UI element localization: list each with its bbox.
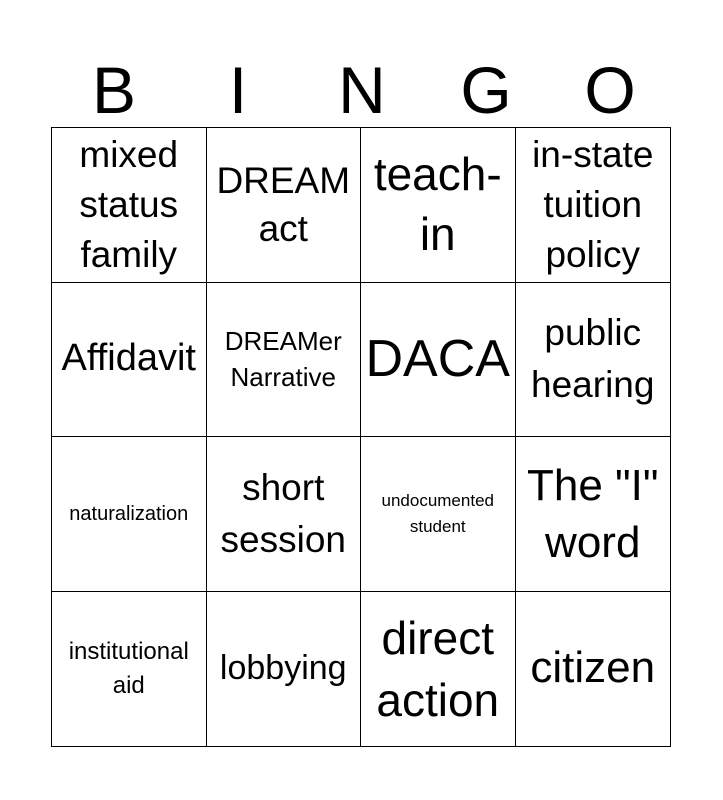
bingo-cell[interactable] bbox=[207, 592, 362, 747]
cell-text-line: Affidavit bbox=[61, 337, 196, 380]
cell-text-line: in bbox=[419, 207, 456, 260]
bingo-header bbox=[52, 52, 672, 128]
cell-text-line: mixed bbox=[79, 133, 179, 175]
cell-text-line: act bbox=[258, 207, 308, 249]
bingo-cell[interactable] bbox=[207, 283, 362, 438]
cell-text-line: DREAMer bbox=[224, 325, 342, 356]
cell-text-line: naturalization bbox=[69, 502, 189, 525]
cell-text-line: hearing bbox=[531, 364, 655, 406]
header-letter-g: G bbox=[460, 53, 512, 127]
cell-text-line: word bbox=[545, 517, 641, 567]
cell-text-line: lobbying bbox=[219, 649, 347, 688]
bingo-cell[interactable] bbox=[52, 128, 207, 283]
bingo-cell[interactable] bbox=[516, 128, 671, 283]
cell-text-line: DREAM bbox=[216, 159, 351, 201]
cell-text-line: direct bbox=[381, 611, 494, 664]
header-letter-n: N bbox=[338, 53, 386, 127]
cell-text-line: policy bbox=[545, 233, 641, 275]
bingo-board bbox=[51, 127, 671, 747]
header-letter-o: O bbox=[584, 53, 636, 127]
cell-text-line: Narrative bbox=[230, 362, 336, 393]
header-letter-b: B bbox=[91, 53, 137, 127]
bingo-cell[interactable] bbox=[361, 128, 516, 283]
cell-text-line: in-state bbox=[532, 133, 654, 175]
bingo-cell[interactable] bbox=[52, 437, 207, 592]
cell-text-line: session bbox=[220, 518, 346, 560]
bingo-cell[interactable] bbox=[52, 283, 207, 438]
bingo-cell[interactable] bbox=[361, 283, 516, 438]
cell-text-line: The "I" bbox=[526, 460, 659, 510]
cell-text-line: status bbox=[79, 183, 179, 225]
cell-text-line: institutional bbox=[68, 638, 189, 666]
bingo-cell[interactable] bbox=[361, 437, 516, 592]
cell-text-line: tuition bbox=[543, 183, 643, 225]
header-letter-i: I bbox=[228, 53, 248, 127]
bingo-cell[interactable] bbox=[516, 437, 671, 592]
bingo-cell[interactable] bbox=[207, 128, 362, 283]
cell-text-line: public bbox=[544, 312, 642, 354]
cell-text-line: teach- bbox=[373, 147, 502, 200]
cell-text-line: undocumented bbox=[381, 491, 494, 511]
cell-text-line: student bbox=[409, 516, 466, 536]
bingo-cell[interactable] bbox=[207, 437, 362, 592]
cell-text-line: citizen bbox=[530, 643, 656, 693]
bingo-cell[interactable] bbox=[361, 592, 516, 747]
bingo-cell[interactable] bbox=[516, 283, 671, 438]
cell-text-line: action bbox=[376, 673, 500, 726]
bingo-cell[interactable] bbox=[52, 592, 207, 747]
cell-text-line: DACA bbox=[365, 330, 510, 389]
bingo-cell[interactable] bbox=[516, 592, 671, 747]
cell-text-line: aid bbox=[112, 671, 145, 699]
cell-text-line: short bbox=[242, 466, 325, 508]
cell-text-line: family bbox=[80, 233, 178, 275]
